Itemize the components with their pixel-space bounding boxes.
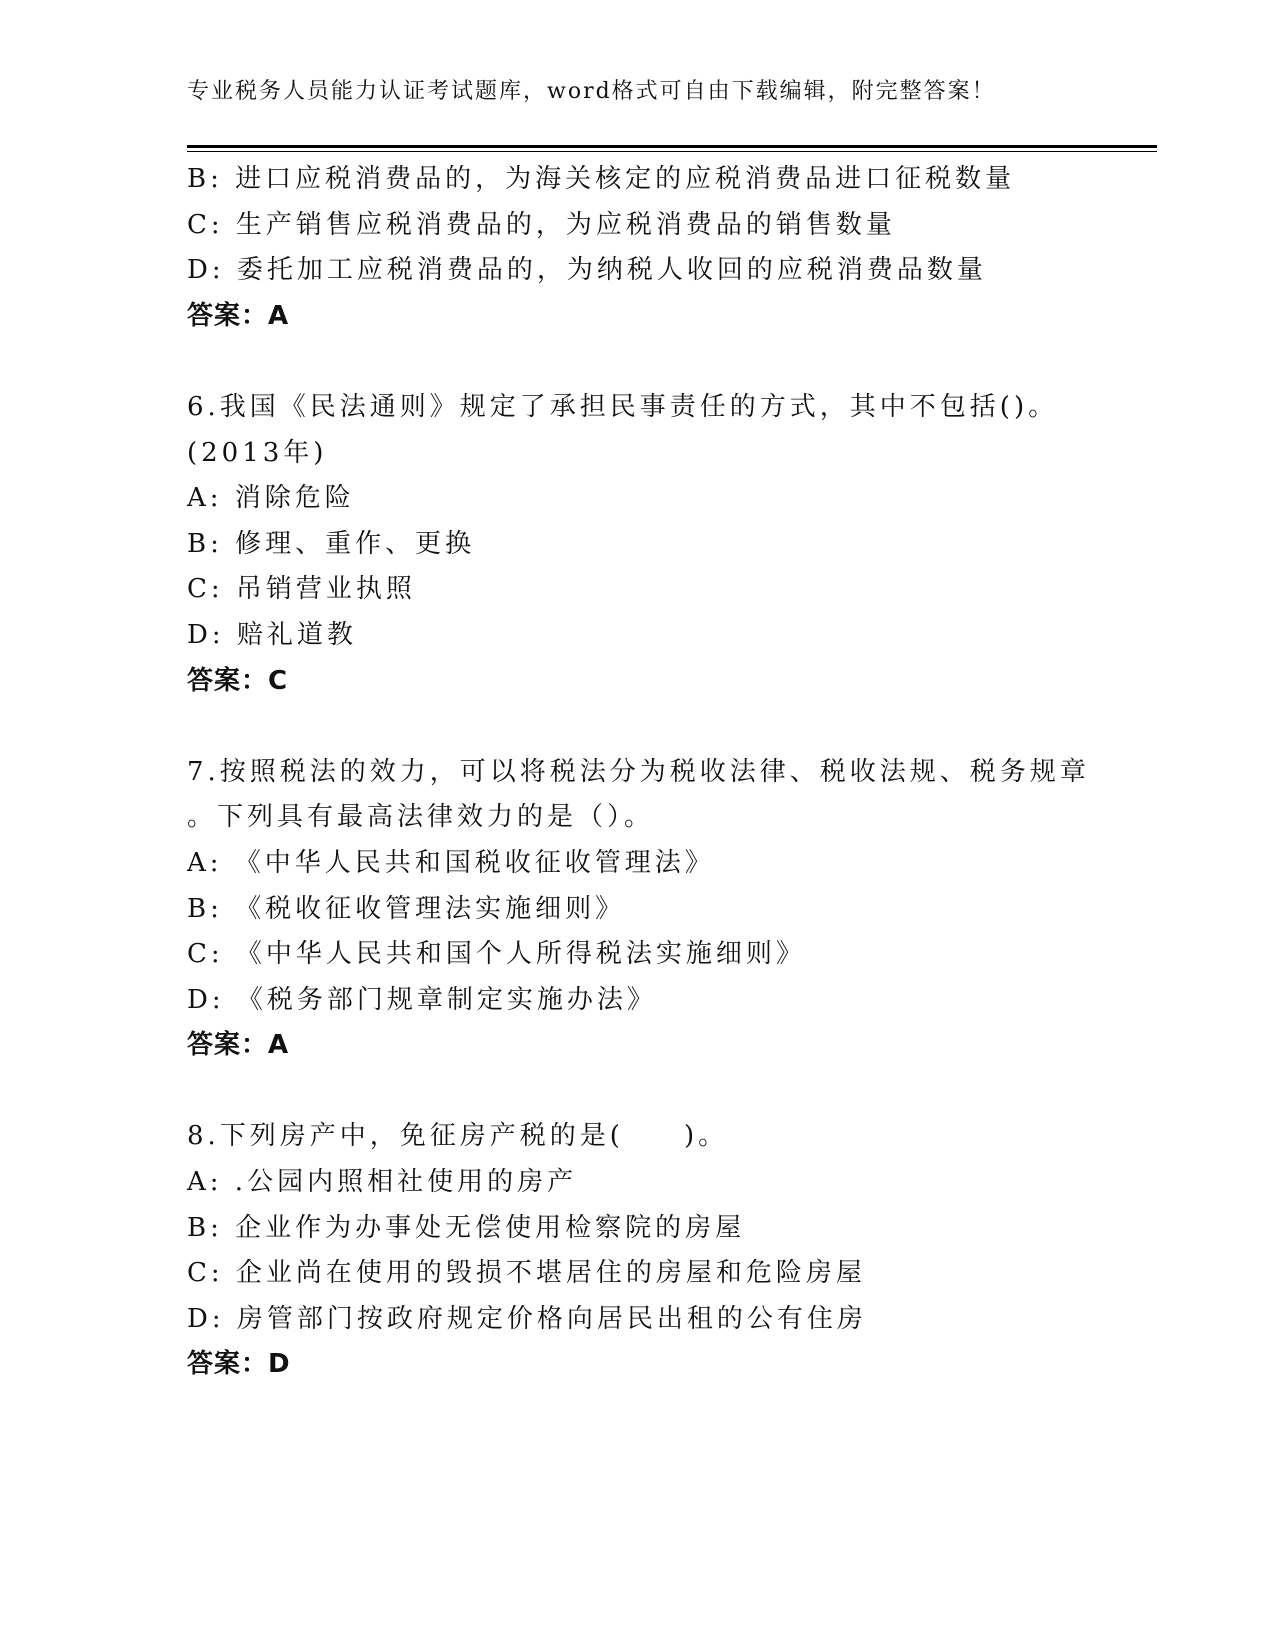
answer-label: 答案：C: [187, 665, 289, 696]
answer-label: 答案：D: [187, 1349, 291, 1380]
question-stem: 6.我国《民法通则》规定了承担民事责任的方式，其中不包括()。: [187, 391, 1059, 422]
header-divider: [187, 145, 1157, 152]
option-c: C: 生产销售应税消费品的，为应税消费品的销售数量: [187, 209, 896, 240]
option-b: B: 《税收征收管理法实施细则》: [187, 893, 626, 924]
question-block-6: [187, 385, 1167, 704]
option-d: D: 房管部门按政府规定价格向居民出租的公有住房: [187, 1303, 867, 1334]
question-block-7: [187, 750, 1167, 1069]
option-b: B: 修理、重作、更换: [187, 528, 476, 559]
page-header: 专业税务人员能力认证考试题库，word格式可自由下载编辑，附完整答案！: [187, 79, 996, 104]
option-b: B: 进口应税消费品的，为海关核定的应税消费品进口征税数量: [187, 164, 1016, 194]
option-a: A: 《中华人民共和国税收征收管理法》: [187, 847, 715, 878]
question-stem: 8.下列房产中，免征房产税的是( )。: [187, 1121, 729, 1152]
question-stem: 7.按照税法的效力，可以将税法分为税收法律、税收法规、税务规章: [187, 756, 1090, 787]
question-block-8: [187, 1114, 1167, 1388]
question-block-5: [187, 157, 1167, 339]
question-stem-continued: 。下列具有最高法律效力的是（）。: [187, 802, 655, 833]
option-c: C: 企业尚在使用的毁损不堪居住的房屋和危险房屋: [187, 1258, 866, 1289]
option-a: A: 消除危险: [187, 483, 355, 514]
option-c: C: 《中华人民共和国个人所得税法实施细则》: [187, 939, 806, 970]
answer-label: 答案：A: [187, 300, 290, 331]
option-d: D: 《税务部门规章制定实施办法》: [187, 984, 657, 1015]
option-b: B: 企业作为办事处无偿使用检察院的房屋: [187, 1212, 746, 1243]
option-c: C: 吊销营业执照: [187, 574, 416, 605]
question-content: [187, 157, 1167, 1388]
option-d: D: 委托加工应税消费品的，为纳税人收回的应税消费品数量: [187, 255, 987, 286]
option-a: A: .公园内照相社使用的房产: [187, 1167, 578, 1198]
option-d: D: 赔礼道教: [187, 619, 357, 650]
question-stem-continued: (2013年): [187, 437, 328, 468]
answer-label: 答案：A: [187, 1030, 290, 1061]
